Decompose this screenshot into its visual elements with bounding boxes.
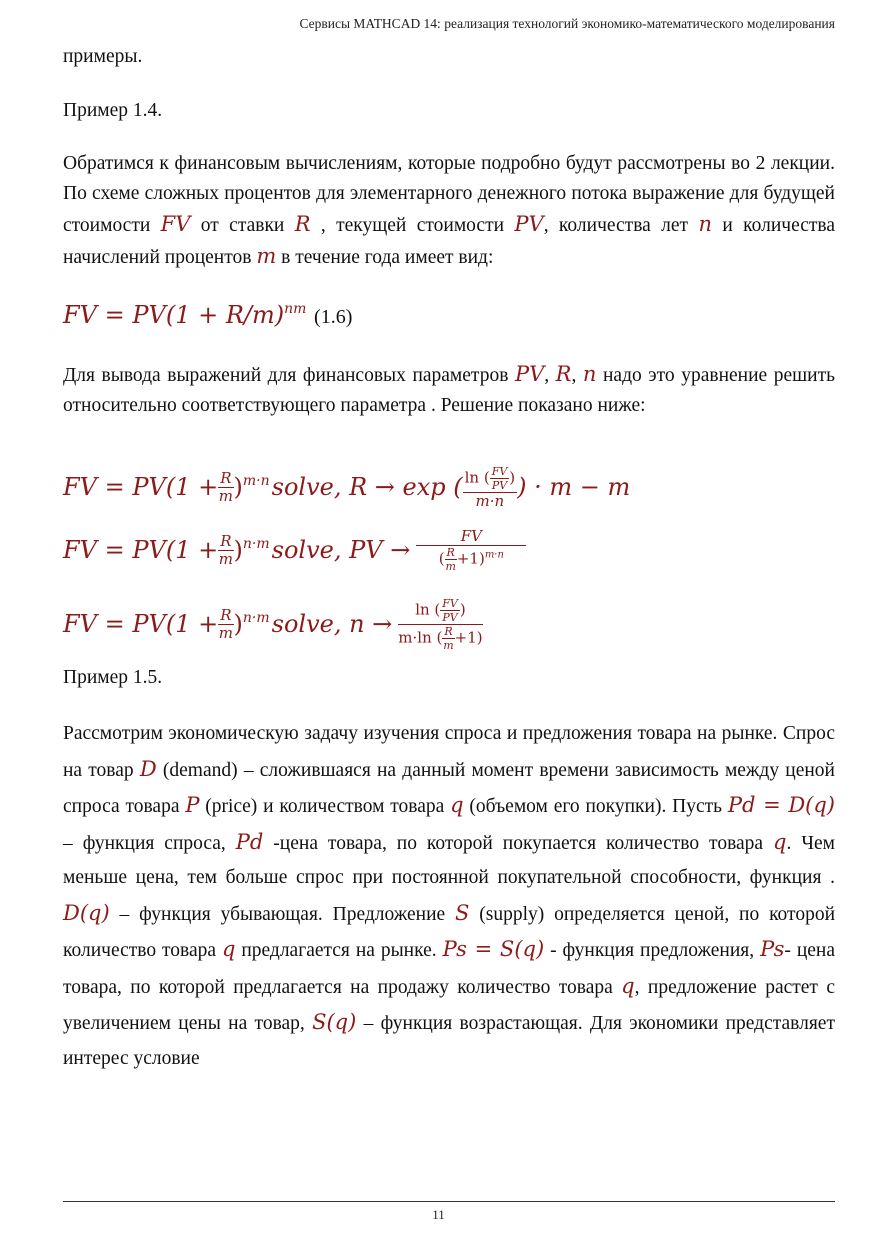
frac-num: R [220,531,232,550]
page-header: Сервисы MATHCAD 14: реализация технологий экономико-математического моделирования [299,16,835,31]
formula-exponent: n·m [242,536,270,552]
frac-exponent: m·n [484,549,504,560]
formula-part: FV = PV(1 + [63,536,219,564]
frac-den: m [218,549,233,568]
text: (supply) определяется ценой, по которой количество товара [63,903,835,961]
frac-part: ln ( [415,600,441,618]
var-q: q [773,829,787,854]
var-s: S [455,900,470,925]
example-heading: Пример 1.4. [63,100,163,121]
frac-part: ( [438,549,445,567]
var-fv: FV [160,212,191,236]
example-heading: Пример 1.5. [63,667,163,688]
formula-part: ) · m − m [517,473,631,501]
frac-num: R [444,624,453,638]
text: предлагается на рынке. [235,940,443,961]
frac-num: FV [442,596,458,610]
frac-den: m [445,559,456,573]
solve-pv-formula: FV = PV(1 + $\frac{R}{m}$ )$^{n\cdot m}$ solve, PV → FV ( $\frac{R}{m}$ +1)$^{m\cdot n}$ [63,521,835,579]
formula-part: FV = PV(1 + [63,473,219,501]
paragraph-demand-supply [63,717,835,1076]
var-n: n [698,212,712,236]
expr-pd-eq: Pd = D(q) [727,793,835,817]
frac-num: R [220,605,232,624]
formula-exponent: m·n [242,473,270,489]
frac-part: ln ( [464,468,490,486]
var-q: q [621,973,635,998]
expr-ps-eq: Ps = S(q) [442,937,545,961]
var-q: q [450,793,464,817]
frac-den: m [443,638,454,652]
equation-1-6 [63,301,835,335]
frac-den: PV [442,610,458,624]
frac-den: PV [491,478,508,492]
solve-r-formula: FV = PV(1 + $\frac{R}{m}$ )$^{m\cdot n}$ solve, R → exp ( ln ( $\frac{FV}{PV}$ ) m·n ) · m − m [63,464,631,510]
frac-part: ) [459,600,466,618]
formula-part: solve, PV → [271,536,411,564]
text: , предложение растет с увеличением цены на товар, [63,976,836,1034]
var-ps: Ps [760,937,785,961]
frac-part: ) [509,468,516,486]
text: (объемом его покупки). Пусть [463,796,728,817]
paragraph-derivation [63,359,835,421]
expr-sq: S(q) [312,1010,357,1034]
equation-body: FV = PV(1 + R/m) [63,301,285,329]
frac-den: m·n [475,491,505,510]
text: – функция убывающая. Предложение [109,903,456,925]
page-number: 11 [432,1207,445,1222]
text: Обратимся к финансовым вычислениям, которые подробно будут рассмотрены во 2 лекции. По схеме сложных процентов для элементарного денежного потока выражение для будущей стоимости [63,153,835,236]
text: . Чем меньше цена, тем больше спрос при постоянной покупательной способности, функция . [63,832,835,888]
expr-dq: D(q) [63,900,110,925]
var-pd: Pd [235,829,264,854]
frac-den: m [218,623,233,642]
text: от ставки [190,215,295,236]
footer-divider [63,1201,835,1202]
text: , [544,365,556,386]
paragraph-financial [63,149,835,273]
frac-den: m [218,486,233,505]
text: – функция возрастающая. Для экономики представляет интерес условие [63,1013,835,1069]
text: -цена товара, по которой покупается количество товара [263,832,774,854]
text: надо это уравнение решить относительно соответствующего параметра . Решение показано ниже: [63,365,836,416]
frac-part: +1) [456,549,485,567]
text: Рассмотрим экономическую задачу изучения спроса и предложения товара на рынке. Спрос на товар [63,723,835,781]
formula-part: FV = PV(1 + [63,610,219,638]
var-d: D [139,756,157,781]
text: – функция спроса, [63,832,236,854]
text: - функция предложения, [544,940,761,961]
text: в течение года имеет вид: [276,247,494,268]
text: (demand) – сложившаяся на данный момент времени зависимость между ценой спроса товара [63,759,835,817]
page-content [63,42,835,1076]
frac-num: R [220,468,232,487]
text: , текущей стоимости [310,215,515,236]
solve-n-formula: FV = PV(1 + $\frac{R}{m}$ )$^{n\cdot m}$ solve, n → ln ( $\frac{FV}{PV}$ ) m·ln ( $\frac{R}{m}$ +1) [63,596,483,652]
var-m: m [256,244,277,268]
text: и количества начислений процентов [63,215,836,268]
formula-part: solve, R → exp ( [271,473,463,501]
equation-exponent: nm [284,301,307,317]
var-r: R [294,212,311,236]
frac-num: R [446,545,455,559]
equation-number: (1.6) [314,306,353,328]
var-n: n [582,362,597,386]
text: (price) и количеством товара [199,796,451,817]
paragraph-fragment: примеры. [63,46,143,67]
text: , количества лет [543,215,699,236]
var-r: R [555,362,572,386]
var-q: q [221,937,236,961]
formula-exponent: n·m [242,610,270,626]
var-pv: PV [514,212,544,236]
var-pv: PV [514,362,545,386]
frac-part: +1) [454,628,483,646]
frac-part: m·ln ( [398,628,443,646]
frac-num: FV [460,526,482,545]
formula-part: solve, n → [271,610,393,638]
text: - цена товара, по которой предлагается на продажу количество товара [63,940,835,998]
text: , [571,365,583,386]
var-p: P [185,793,200,817]
text: Для вывода выражений для финансовых параметров [63,365,515,386]
frac-num: FV [491,464,508,478]
